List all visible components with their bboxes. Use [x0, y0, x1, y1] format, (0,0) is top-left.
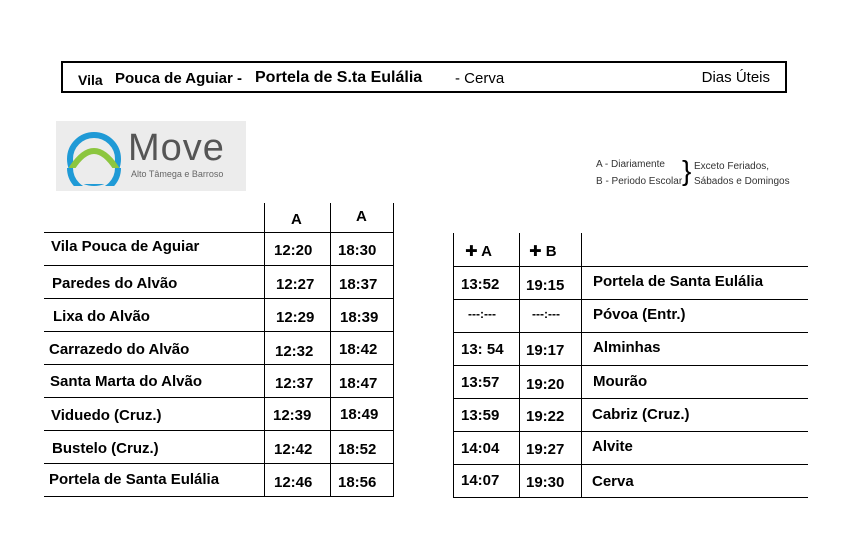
stop-name: Cerva — [592, 473, 634, 490]
departure-time: 18:47 — [339, 375, 378, 392]
logo-wordmark: Move — [128, 127, 225, 169]
departure-time: 12:42 — [274, 441, 313, 458]
departure-time: 12:29 — [276, 309, 315, 326]
departure-time: 12:46 — [274, 474, 313, 491]
departure-time: 13: 54 — [461, 341, 504, 358]
departure-time: 12:39 — [273, 407, 312, 424]
departure-time: 13:59 — [461, 407, 500, 424]
stop-name: Cabriz (Cruz.) — [592, 406, 690, 423]
stop-name: Paredes do Alvão — [52, 275, 178, 292]
header-service-a: A — [356, 208, 367, 225]
departure-time: 18:52 — [338, 441, 377, 458]
legend-note-1: Exceto Feriados, — [694, 161, 770, 172]
move-logo-icon — [64, 130, 126, 186]
title-end: - Cerva — [455, 70, 505, 87]
stop-name: Lixa do Alvão — [53, 308, 150, 325]
stop-name: Póvoa (Entr.) — [593, 306, 686, 323]
legend-brace: } — [682, 155, 692, 186]
stop-name: Viduedo (Cruz.) — [51, 407, 162, 424]
stop-name: Mourão — [593, 373, 648, 390]
departure-time: 13:52 — [461, 276, 500, 293]
stop-name: Carrazedo do Alvão — [49, 341, 190, 358]
logo-subtitle: Alto Tâmega e Barroso — [131, 169, 224, 179]
legend-a: A - Diariamente — [596, 159, 665, 170]
departure-time: 19:30 — [526, 474, 565, 491]
departure-time: 18:56 — [338, 474, 377, 491]
service-days: Dias Úteis — [701, 69, 770, 86]
departure-time: 12:37 — [275, 375, 314, 392]
stop-name: Alminhas — [593, 339, 661, 356]
departure-time: 12:27 — [276, 276, 315, 293]
departure-time: 19:15 — [526, 277, 565, 294]
departure-time: 12:20 — [274, 242, 313, 259]
header-service-plus-a: ✚ A — [465, 243, 493, 260]
move-logo — [56, 121, 246, 191]
stop-name: Portela de Santa Eulália — [593, 273, 764, 290]
departure-time: 18:39 — [340, 309, 379, 326]
departure-time: 19:20 — [526, 376, 565, 393]
legend-note-2: Sábados e Domingos — [694, 176, 790, 187]
departure-time: 18:37 — [339, 276, 378, 293]
departure-time: 14:07 — [461, 472, 500, 489]
departure-time: 14:04 — [461, 440, 500, 457]
departure-time: 18:42 — [339, 341, 378, 358]
legend-b: B - Periodo Escolar — [596, 176, 683, 187]
stop-name: Vila Pouca de Aguiar — [51, 238, 200, 255]
route-title-box — [61, 61, 787, 93]
departure-time: 18:49 — [340, 406, 379, 423]
stop-name: Alvite — [592, 438, 633, 455]
departure-time: 12:32 — [275, 343, 314, 360]
header-service-a: A — [291, 211, 302, 228]
title-vila: Vila — [78, 72, 103, 88]
departure-time: 13:57 — [461, 374, 500, 391]
stop-name: Bustelo (Cruz.) — [52, 440, 159, 457]
departure-time: 18:30 — [338, 242, 377, 259]
departure-time: ---:--- — [468, 307, 496, 321]
departure-time: 19:22 — [526, 408, 565, 425]
departure-time: ---:--- — [532, 307, 560, 321]
departure-time: 19:17 — [526, 342, 565, 359]
title-origin: Pouca de Aguiar - — [115, 70, 242, 87]
stop-name: Santa Marta do Alvão — [50, 373, 202, 390]
stop-name: Portela de Santa Eulália — [49, 471, 220, 488]
header-service-plus-b: ✚ B — [529, 243, 557, 260]
title-destination: Portela de S.ta Eulália — [255, 69, 423, 86]
departure-time: 19:27 — [526, 441, 565, 458]
